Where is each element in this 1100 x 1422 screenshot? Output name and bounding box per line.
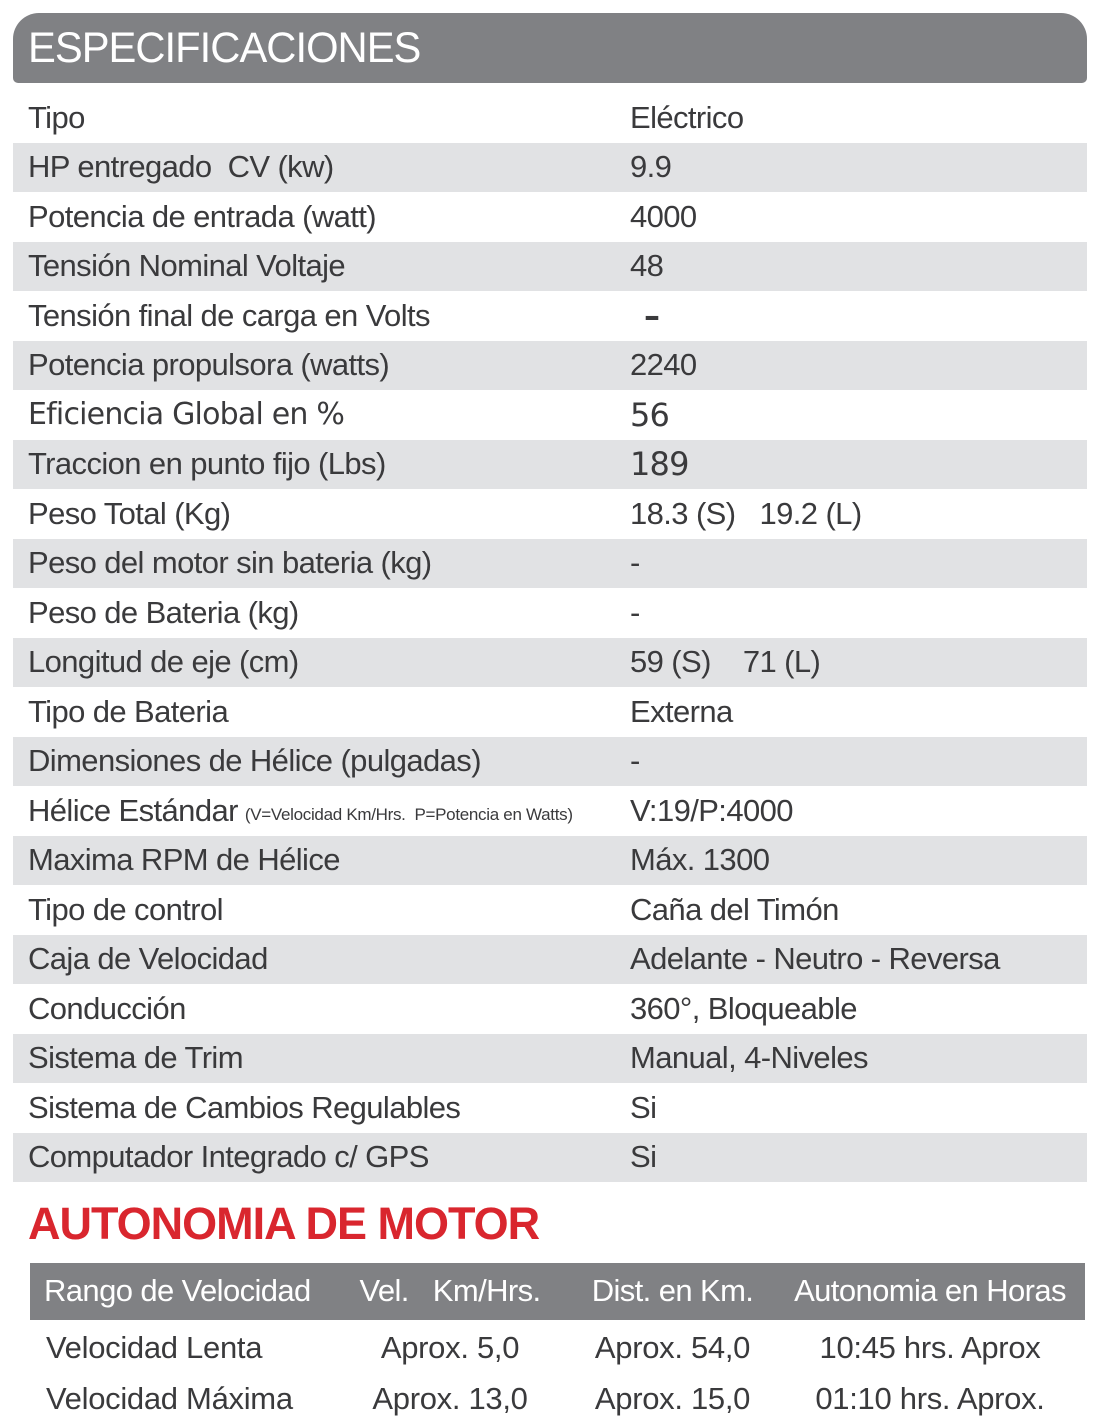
spec-value: 2240 — [630, 347, 697, 383]
spec-value: 360°, Bloqueable — [630, 990, 857, 1026]
spec-row — [13, 687, 1087, 737]
specifications-title: ESPECIFICACIONES — [28, 23, 421, 72]
spec-row — [13, 242, 1087, 292]
spec-row — [13, 786, 1087, 836]
autonomy-table-cell: Velocidad Máxima — [46, 1380, 293, 1416]
spec-label: Tipo de control — [28, 891, 223, 927]
spec-row — [13, 341, 1087, 391]
spec-row — [13, 93, 1087, 143]
spec-row — [13, 984, 1087, 1034]
spec-label: Peso Total (Kg) — [28, 495, 231, 531]
spec-label: Sistema de Cambios Regulables — [28, 1089, 461, 1125]
spec-label: HP entregado CV (kw) — [28, 149, 334, 185]
spec-label: Tipo de Bateria — [28, 693, 229, 729]
autonomy-table-cell: 01:10 hrs. Aprox. — [815, 1380, 1045, 1416]
spec-value: 56 — [630, 395, 670, 434]
spec-value: Manual, 4-Niveles — [630, 1040, 868, 1076]
spec-row — [13, 588, 1087, 638]
spec-row — [13, 440, 1087, 490]
autonomy-table-cell: Aprox. 5,0 — [380, 1329, 520, 1365]
spec-value: Eléctrico — [630, 99, 744, 135]
spec-value: - — [630, 743, 640, 779]
spec-label-note: (V=Velocidad Km/Hrs. P=Potencia en Watts) — [244, 804, 573, 824]
autonomy-table-header — [30, 1263, 1085, 1320]
spec-value: Adelante - Neutro - Reversa — [630, 941, 1000, 977]
spec-value: 4000 — [630, 198, 697, 234]
spec-label: Sistema de Trim — [28, 1040, 243, 1076]
spec-label: Tensión Nominal Voltaje — [28, 248, 346, 284]
autonomy-table-row — [30, 1376, 1085, 1422]
spec-label: Hélice Estándar — [28, 792, 238, 828]
spec-label: Conducción — [28, 990, 186, 1026]
spec-value: – — [644, 296, 660, 335]
autonomy-column-header: Dist. en Km. — [591, 1273, 754, 1308]
spec-value: - — [630, 594, 640, 630]
autonomy-table-row — [30, 1325, 1085, 1371]
spec-row — [13, 737, 1087, 787]
autonomy-column-header: Rango de Velocidad — [44, 1273, 311, 1308]
autonomy-table — [30, 1263, 1085, 1422]
spec-table — [13, 93, 1087, 1182]
spec-row — [13, 1083, 1087, 1133]
spec-value: Máx. 1300 — [630, 842, 770, 878]
autonomy-table-body — [30, 1325, 1085, 1422]
spec-label: Traccion en punto fijo (Lbs) — [28, 446, 386, 482]
spec-label: Potencia propulsora (watts) — [28, 347, 390, 383]
spec-label: Tensión final de carga en Volts — [28, 297, 430, 333]
spec-row — [13, 291, 1087, 341]
autonomy-table-cell: Aprox. 54,0 — [594, 1329, 751, 1365]
spec-label: Computador Integrado c/ GPS — [28, 1139, 429, 1175]
spec-label: Maxima RPM de Hélice — [28, 842, 340, 878]
autonomy-section-title: AUTONOMIA DE MOTOR — [28, 1198, 540, 1249]
spec-value: Externa — [630, 693, 733, 729]
autonomy-column-header: Autonomia en Horas — [794, 1273, 1066, 1308]
spec-row — [13, 143, 1087, 193]
spec-value: Si — [630, 1139, 657, 1175]
specifications-header-bar — [13, 13, 1087, 83]
spec-value: 18.3 (S) 19.2 (L) — [630, 495, 862, 531]
spec-value: - — [630, 545, 640, 581]
spec-label: Eficiencia Global en % — [28, 397, 345, 433]
spec-row — [13, 192, 1087, 242]
spec-value: 9.9 — [630, 149, 672, 185]
spec-value: 189 — [630, 445, 689, 484]
spec-label: Peso de Bateria (kg) — [28, 594, 299, 630]
spec-row — [13, 836, 1087, 886]
spec-row — [13, 1034, 1087, 1084]
spec-label: Longitud de eje (cm) — [28, 644, 299, 680]
spec-row — [13, 638, 1087, 688]
autonomy-table-cell: Aprox. 13,0 — [372, 1380, 528, 1416]
spec-row — [13, 489, 1087, 539]
spec-label: Caja de Velocidad — [28, 941, 268, 977]
spec-value: 59 (S) 71 (L) — [630, 644, 821, 680]
spec-row — [13, 935, 1087, 985]
autonomy-table-cell: 10:45 hrs. Aprox — [819, 1329, 1041, 1365]
spec-label: Dimensiones de Hélice (pulgadas) — [28, 743, 481, 779]
spec-label: Peso del motor sin bateria (kg) — [28, 545, 432, 581]
spec-row — [13, 1133, 1087, 1183]
spec-value: Si — [630, 1089, 657, 1125]
spec-value: 48 — [630, 248, 664, 284]
autonomy-table-cell: Velocidad Lenta — [46, 1329, 263, 1365]
spec-row — [13, 390, 1087, 440]
spec-row — [13, 539, 1087, 589]
spec-label: Potencia de entrada (watt) — [28, 198, 376, 234]
spec-value: V:19/P:4000 — [630, 792, 793, 828]
spec-value: Caña del Timón — [630, 891, 839, 927]
autonomy-column-header: Vel. Km/Hrs. — [359, 1273, 541, 1308]
spec-label: Tipo — [28, 99, 85, 135]
spec-row — [13, 885, 1087, 935]
autonomy-table-cell: Aprox. 15,0 — [594, 1380, 751, 1416]
